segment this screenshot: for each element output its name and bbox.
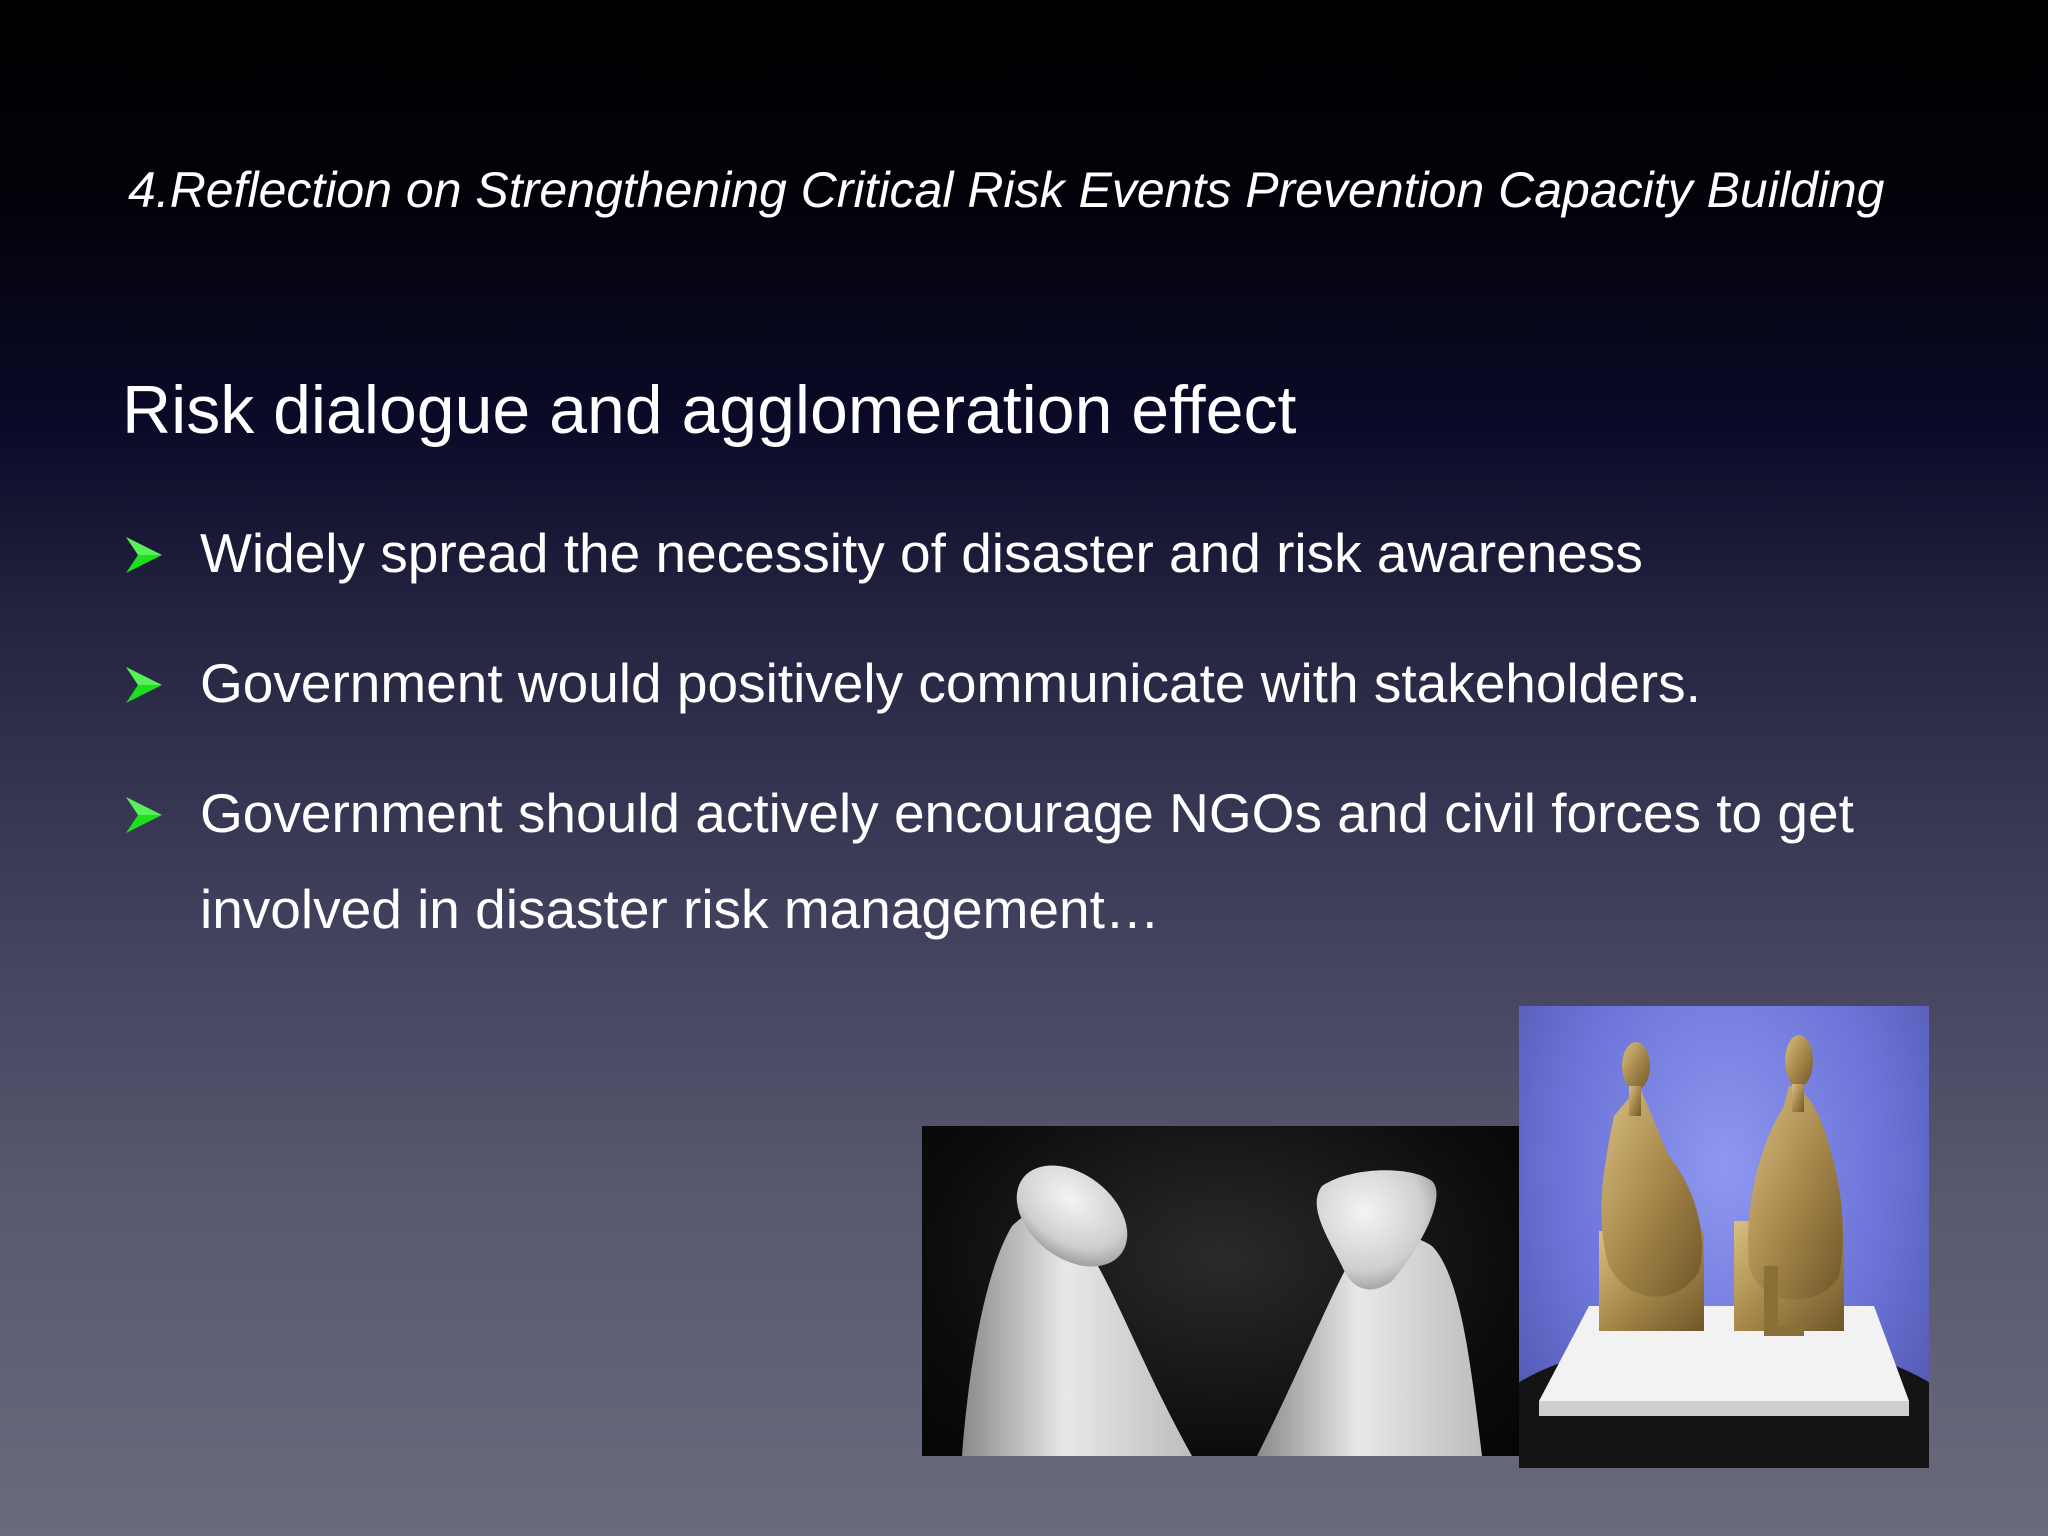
- bronze-figures-sculpture-photo: [1519, 1006, 1929, 1468]
- bullet-text: Government should actively encourage NGOs and civil forces to get involved in disaster risk management…: [200, 782, 1854, 940]
- bullet-item: [122, 635, 1922, 731]
- slide-title: 4.Reflection on Strengthening Critical Risk Events Prevention Capacity Building: [128, 162, 1885, 218]
- bullet-list: [122, 505, 1922, 991]
- arrowhead-bullet-icon: [124, 535, 164, 575]
- bullet-text: Government would positively communicate with stakeholders.: [200, 652, 1701, 714]
- bullet-text: Widely spread the necessity of disaster and risk awareness: [200, 522, 1643, 584]
- arrowhead-bullet-icon: [124, 665, 164, 705]
- bullet-item: [122, 765, 1922, 957]
- arrowhead-bullet-icon: [124, 795, 164, 835]
- bullet-item: [122, 505, 1922, 601]
- stone-figures-photo: [922, 1126, 1520, 1456]
- section-heading: Risk dialogue and agglomeration effect: [122, 372, 1297, 448]
